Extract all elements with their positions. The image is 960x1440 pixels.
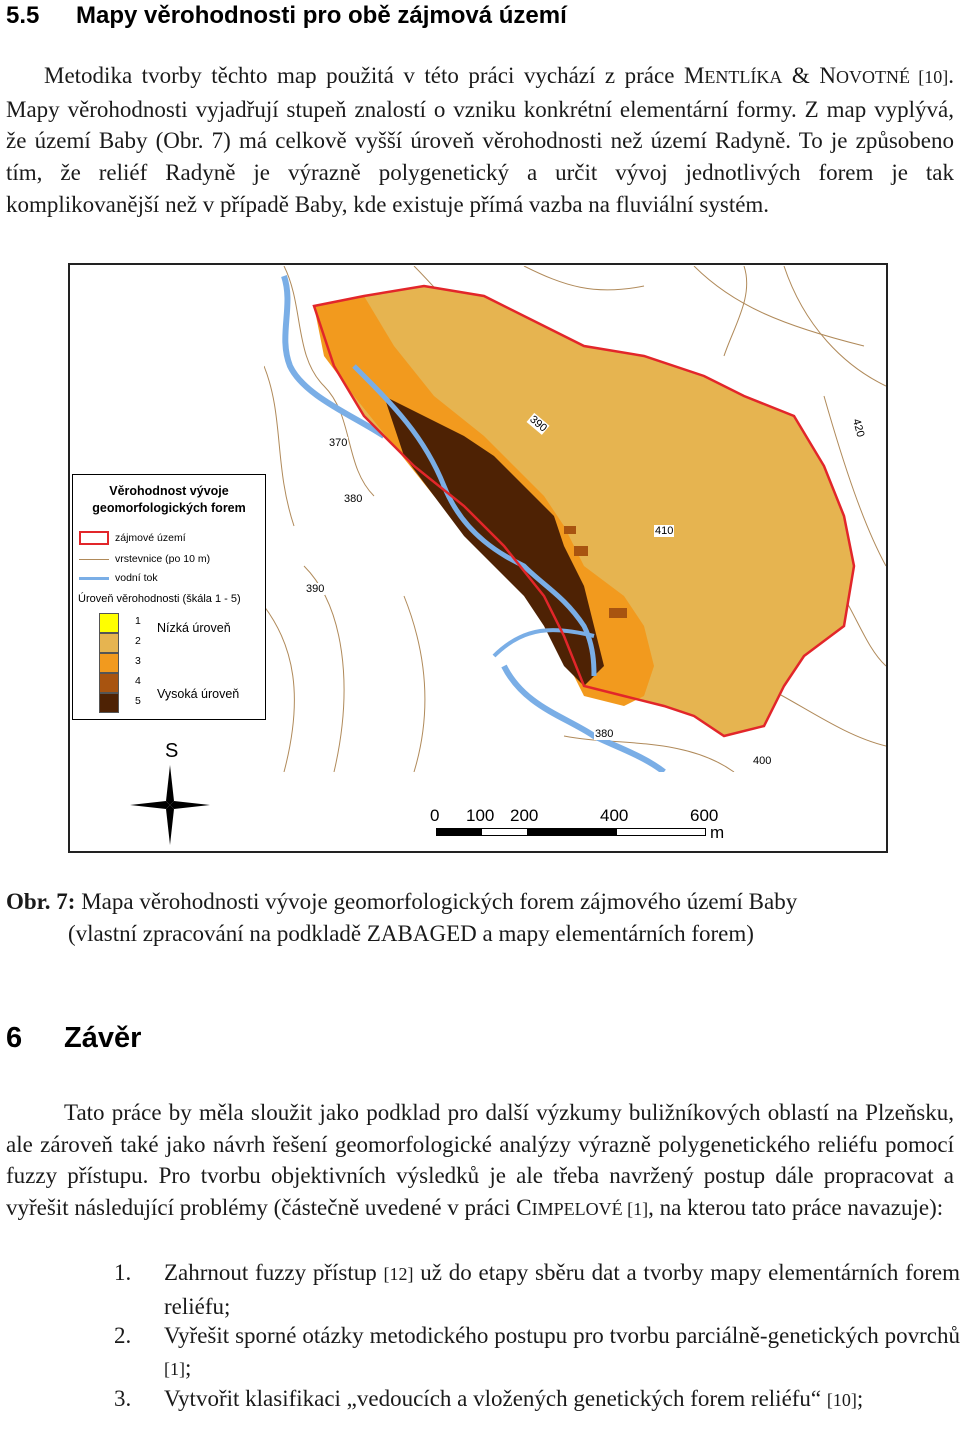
- map: [264, 266, 886, 772]
- legend-low-label: Nízká úroveň: [157, 621, 231, 635]
- scale-bar: [436, 828, 706, 836]
- scale-tick: 100: [466, 806, 495, 825]
- area-class-4: [609, 608, 627, 618]
- contour-label: 380: [344, 493, 363, 505]
- section-heading-6: [6, 1022, 141, 1055]
- scale-tick: 400: [600, 806, 629, 825]
- north-arrow-icon: [130, 765, 210, 845]
- legend-class-2-swatch: [99, 633, 119, 653]
- area-class-4: [574, 546, 588, 556]
- map-legend: Věrohodnost vývoje geomorfologických forem zájmové území vrstevnice (po 10 m) vodní tok Úroveň věrohodnosti (škála 1 - 5) 1 2 3 4 5 Nízká úroveň Vysoká úroveň: [72, 474, 266, 720]
- citation: [10]: [909, 67, 949, 87]
- section-number: 5.5: [6, 2, 40, 29]
- legend-class-1-swatch: [99, 613, 119, 633]
- legend-title: Věrohodnost vývoje geomorfologických forem: [92, 484, 246, 515]
- scale-tick: 200: [510, 806, 539, 825]
- section-title: Mapy věrohodnosti pro obě zájmová území: [76, 2, 567, 29]
- intro-paragraph: Metodika tvorby těchto map použitá v této práci vychází z práce MENTLÍKA & NOVOTNÉ [10]. Mapy věrohodnosti vyjadřují stupeň znalostí o vzniku konkrétní elementární formy. Z map vyplývá, že území Baby (Obr. 7) má celkově vyšší úroveň věrohodnosti než území Radyně. To je způsobeno tím, že reliéf Radyně je výrazně polygenetický a určit vývoj jednotlivých forem je tak komplikovanější než v případě Baby, kde existuje přímá vazba na fluviální systém.: [6, 63, 955, 217]
- contour-label: 420: [850, 417, 867, 439]
- legend-item-boundary: zájmové území: [79, 531, 186, 545]
- section-title: Závěr: [64, 1022, 142, 1054]
- contour-label: 370: [329, 437, 348, 449]
- legend-class-3-swatch: [99, 653, 119, 673]
- area-class-4: [564, 526, 576, 534]
- citation: [1]: [622, 1199, 649, 1220]
- contour-label: 380: [595, 728, 614, 740]
- legend-high-label: Vysoká úroveň: [157, 687, 240, 701]
- legend-class-4-swatch: [99, 673, 119, 693]
- legend-scale-heading: Úroveň věrohodnosti (škála 1 - 5): [78, 593, 241, 605]
- scale-tick: 0: [430, 806, 440, 825]
- contour-label: 390: [527, 413, 550, 435]
- scale-tick: 600: [690, 806, 719, 825]
- section-heading-5-5: [6, 2, 567, 30]
- legend-class-5-swatch: [99, 693, 119, 713]
- conclusion-paragraph: Tato práce by měla sloužit jako podklad pro další výzkumy buližníkových oblastí na Plzeňsku, ale zároveň také jako návrh řešení geomorfologické analýzy výrazně polygenetického reliéfu pomocí fuzzy přístupu. Pro tvorbu objektivních výsledků je ale třeba navržený postup dále propracovat a vyřešit následující problémy (částečně uvedené v práci CIMPELOVÉ [1], na kterou tato práce navazuje):: [6, 1100, 954, 1221]
- contour-label: 390: [306, 583, 325, 595]
- legend-item-river: vodní tok: [79, 572, 158, 584]
- contour-label: 400: [753, 755, 772, 767]
- section-number: 6: [6, 1022, 23, 1054]
- legend-item-contour: vrstevnice (po 10 m): [79, 553, 210, 565]
- north-label: S: [165, 740, 179, 762]
- figure-caption: Obr. 7: Mapa věrohodnosti vývoje geomorfologických forem zájmového území Baby (vlastní zpracování na podkladě ZABAGED a mapy elementárních forem): [6, 889, 798, 946]
- scale-unit: m: [710, 823, 725, 842]
- contour-label: 410: [655, 525, 674, 537]
